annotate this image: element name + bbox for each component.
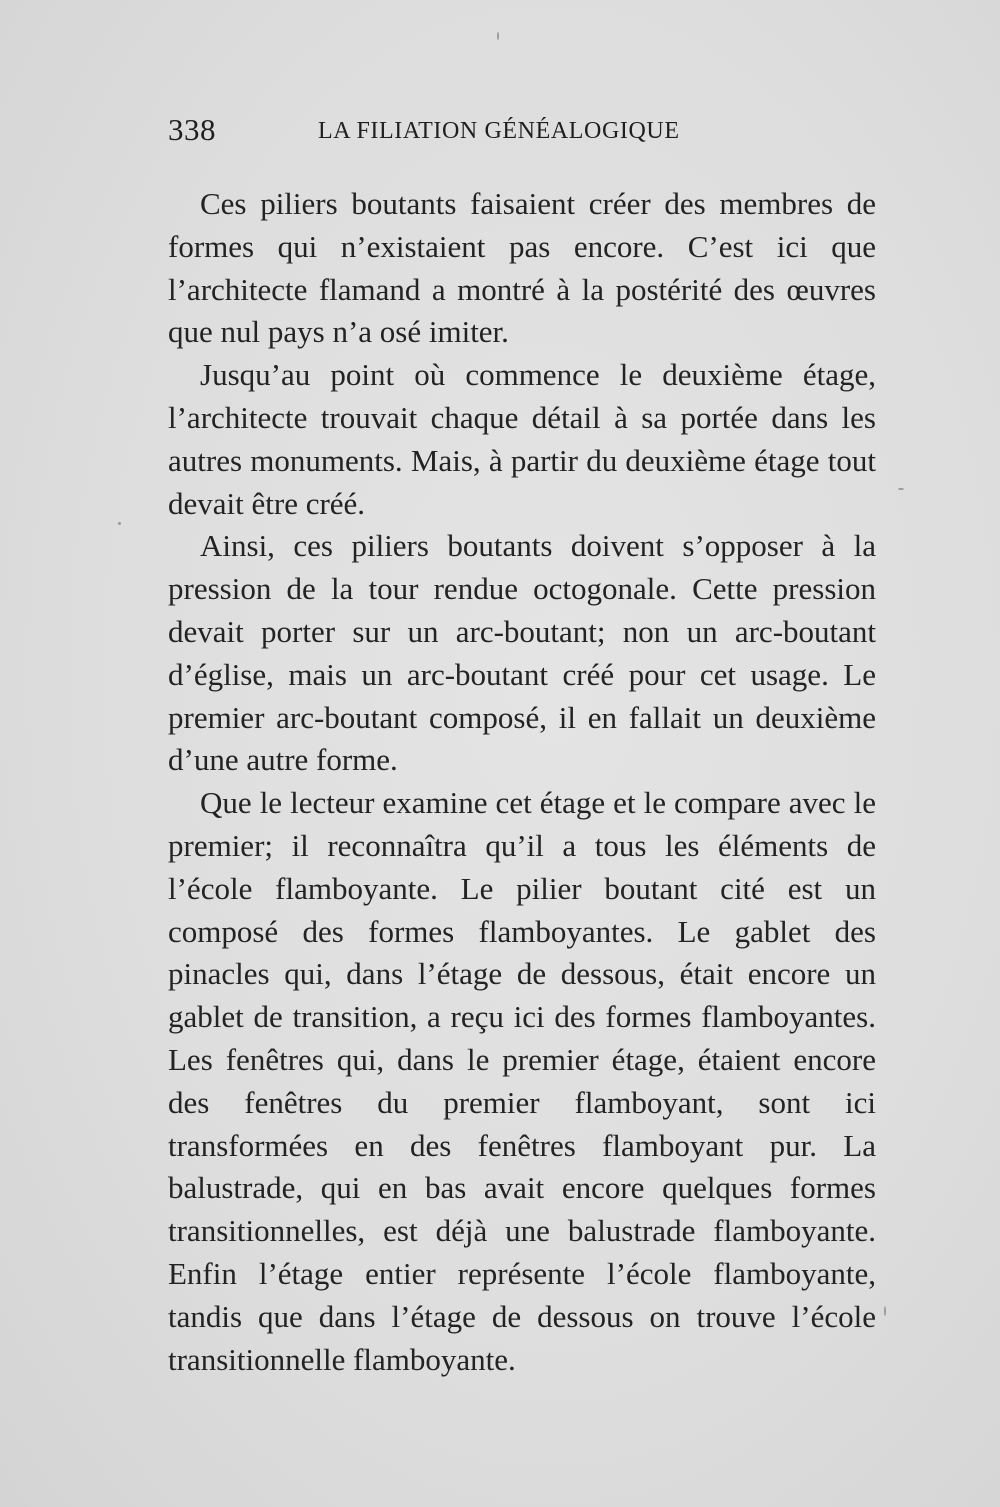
paragraph-3: Ainsi, ces piliers boutants doivent s’opposer à la pression de la tour rendue octogonale. Cette pression devait porter sur un arc-boutant; non un arc-boutant d’église, mais un arc-boutant créé pour cet usage. Le premier arc-boutant composé, il en fallait un deuxième d’une autre forme. [168, 528, 876, 778]
body-text [168, 183, 876, 1381]
paper-speck [898, 488, 904, 490]
paragraph-2: Jusqu’au point où commence le deuxième étage, l’architecte trouvait chaque détail à sa portée dans les autres monuments. Mais, à partir du deuxième étage tout devait être créé. [168, 357, 876, 521]
paragraph-1: Ces piliers boutants faisaient créer des membres de formes qui n’existaient pas encore. C’est ici que l’architecte flamand a montré à la postérité des œuvres que nul pays n’a osé imiter. [168, 186, 876, 350]
paragraph-4: Que le lecteur examine cet étage et le compare avec le premier; il reconnaîtra qu’il a tous les éléments de l’école flamboyante. Le pilier boutant cité est un composé des formes flamboyantes. Le gablet des pinacles qui, dans l’étage de dessous, était encore un gablet de transition, a reçu ici des formes flamboyantes. Les fenêtres qui, dans le premier étage, étaient encore des fenêtres du premier flamboyant, sont ici transformées en des fenêtres flamboyant pur. La balustrade, qui en bas avait encore quelques formes transitionnelles, est déjà une balustrade flamboyante. Enfin l’étage entier représente l’école flamboyante, tandis que dans l’étage de dessous on trouve l’école transitionnelle flamboyante. [168, 785, 876, 1377]
paper-speck [884, 1306, 886, 1316]
paper-speck [118, 522, 121, 525]
page-header [168, 112, 878, 156]
paper-speck [497, 32, 499, 40]
running-title: LA FILIATION GÉNÉALOGIQUE [318, 118, 680, 144]
page-number: 338 [168, 112, 216, 147]
